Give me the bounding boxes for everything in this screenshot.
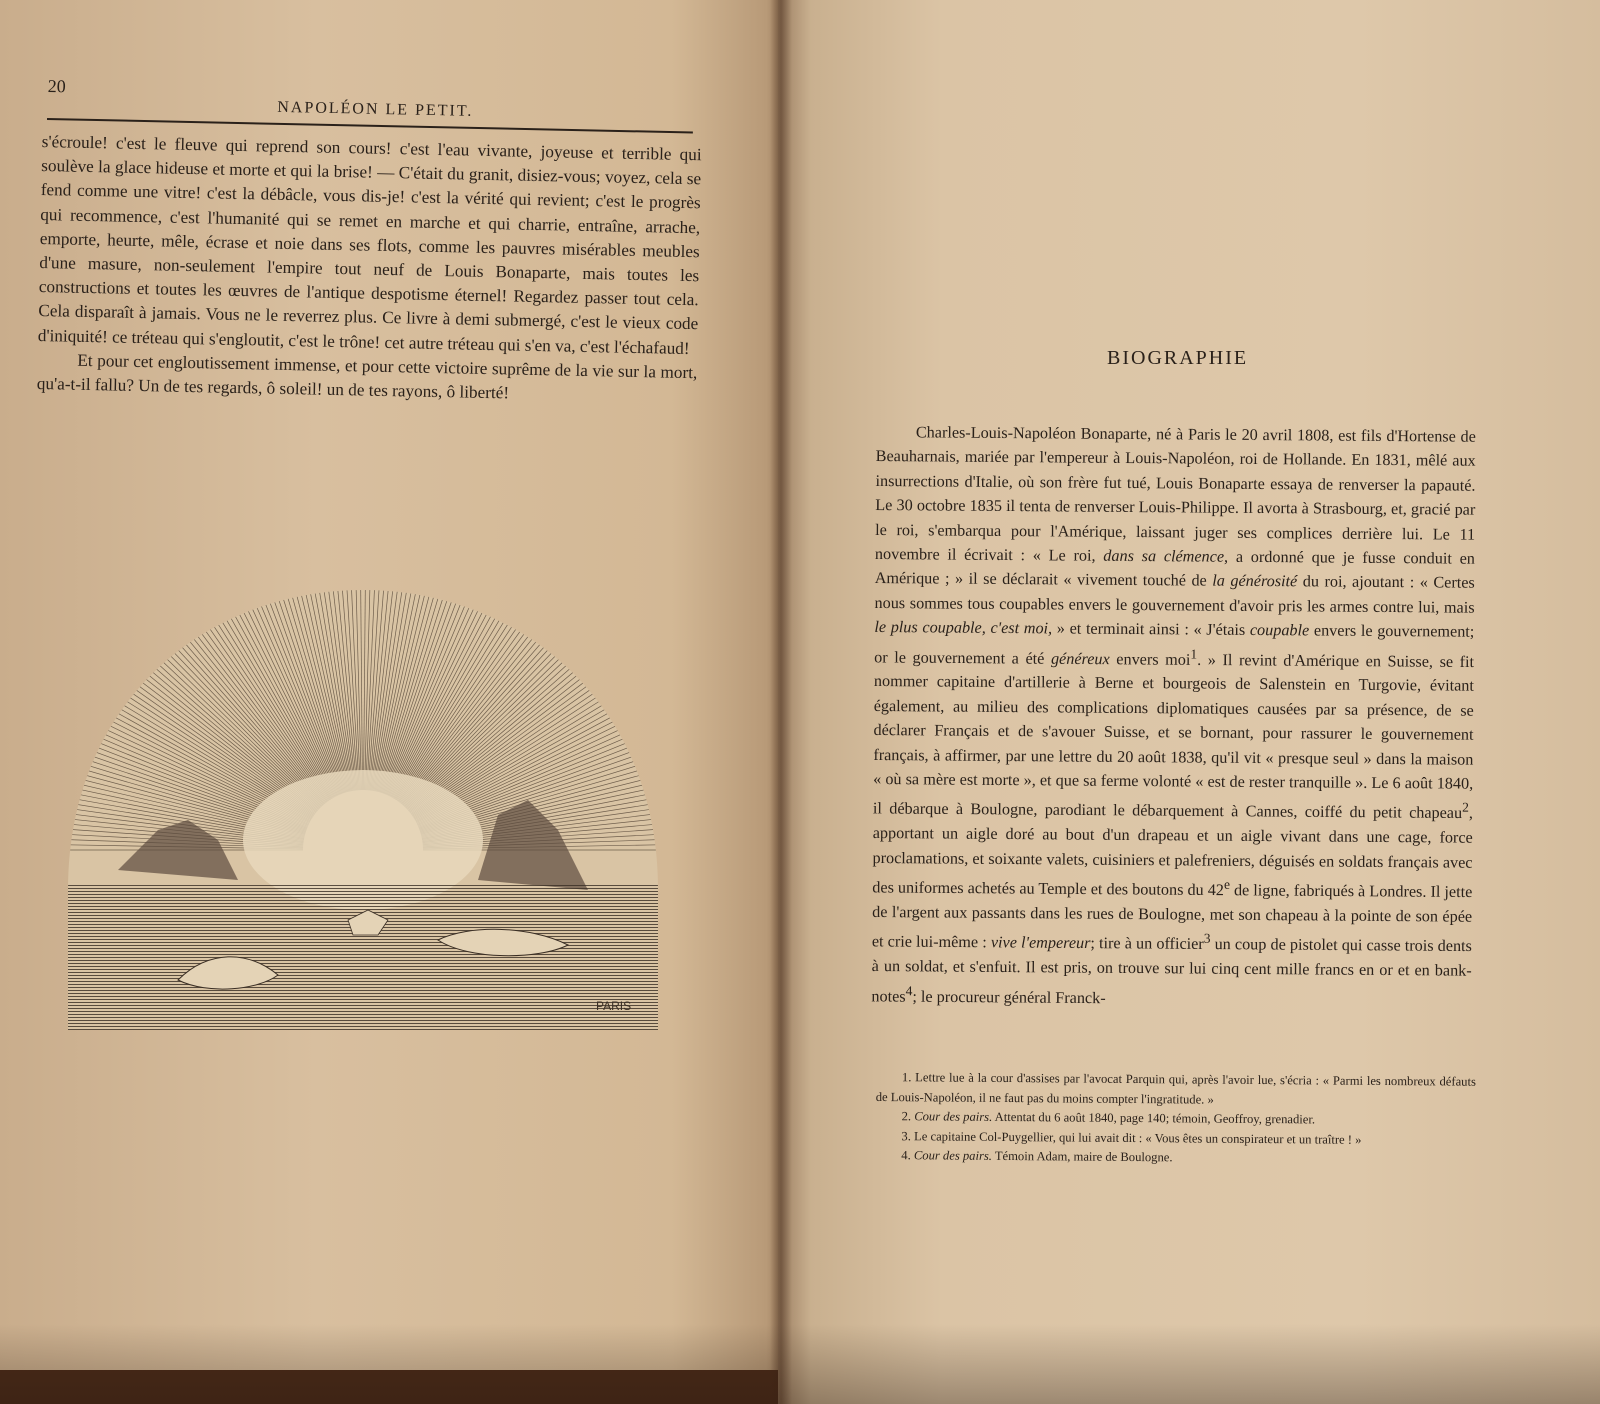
text-run: ; tire à un officier: [1090, 934, 1204, 954]
footnote-number: 1.: [901, 1070, 912, 1085]
right-page-text: [871, 420, 1476, 1013]
footnotes: [875, 1068, 1476, 1170]
text-run: envers le gouvernement; or le gouvernement a été: [874, 621, 1475, 668]
footnote-text: Le capitaine Col-Puygellier, qui lui avait dit : « Vous êtes un conspirateur et un traître ! »: [914, 1128, 1362, 1147]
footnote-text: Lettre lue à la cour d'assises par l'avocat Parquin qui, après l'avoir lue, s'écria : « Parmi les nombreux défauts de Louis-Napoléon, il ne faut pas du moins compter l'ingratitude. »: [875, 1070, 1476, 1107]
italic-run: la générosité: [1212, 572, 1298, 591]
left-page-header: [47, 72, 694, 132]
italic-run: le plus coupable, c'est moi,: [874, 618, 1053, 638]
superscript: e: [1223, 876, 1231, 892]
italic-run: dans sa clémence: [1103, 546, 1225, 566]
text-run: . » Il revint d'Amérique en Suisse, se fit nommer capitaine d'artillerie à Berne et bourgeois de Salenstein en Turgovie, évitant également, au milieu des complications diplomatiques causées par sa présence, de se déclarer Français et de s'avouer Suisse, et se bornant, pour rassurer le gouvernement français, à affirmer, par une lettre du 20 août 1838, qu'il vit « presque seul » dans la maison « où sa mère est morte », et que sa ferme volonté « est de rester tranquille ». Le 6 août 1840, il débarque à Boulogne, parodiant le débarquement à Cannes, coiffé du petit chapeau: [872, 650, 1475, 823]
page-number: 20: [47, 75, 66, 97]
left-page: [0, 0, 790, 1370]
left-page-text: [37, 130, 702, 409]
paragraph: Et pour cet engloutissement immense, et pour cette victoire suprême de la vie sur la mort, qu'a-t-il fallu? Un de tes regards, ô soleil! un de tes rayons, ô liberté!: [36, 350, 698, 403]
footnote-number: 4.: [901, 1148, 911, 1163]
italic-run: généreux: [1050, 649, 1110, 668]
footnote-ref[interactable]: 2: [1462, 800, 1469, 816]
sunrise-engraving: [48, 590, 678, 1060]
footnote-number: 3.: [901, 1128, 911, 1143]
text-run: , a ordonné que je fusse conduit en Amérique ; » il se déclarait « vivement touché de: [874, 547, 1475, 591]
footnote-ref[interactable]: 3: [1203, 930, 1211, 946]
footnote-text: Attentat du 6 août 1840, page 140; témoin, Geoffroy, grenadier.: [992, 1109, 1316, 1127]
footnote-text: Témoin Adam, maire de Boulogne.: [991, 1148, 1173, 1165]
footnote-1: [876, 1068, 1476, 1112]
engraving-signature: PARIS: [596, 999, 632, 1013]
footnote-number: 2.: [901, 1109, 912, 1124]
biography-paragraph: [871, 420, 1476, 1013]
paragraph: s'écroule! c'est le fleuve qui reprend son cours! c'est l'eau vivante, joyeuse et terrible qui soulève la glace hideuse et morte et qui la brise! — C'était du granit, disiez-vous; voyez, cela se fend comme une vitre! c'est la débâcle, vous dis-je! c'est la vérité qui revient; c'est le progrès qui recommence, c'est l'humanité qui se remet en marche et qui charrie, entraîne, arrache, emporte, heurte, mêle, écrase et noie dans ses flots, comme les pauvres misérables meubles d'une masure, non-seulement l'empire tout neuf de Louis Bonaparte, mais toutes les constructions et toutes les œuvres de l'antique despotisme éternel! Regardez passer tout cela. Cela disparaît à jamais. Vous ne le reverrez plus. Ce livre à demi submergé, c'est le vieux code d'iniquité! ce tréteau qui s'engloutit, c'est le trône! cet autre tréteau qui s'en va, c'est l'échafaud!: [37, 131, 702, 358]
italic-run: vive l'empereur: [990, 933, 1091, 953]
text-run: Charles-Louis-Napoléon Bonaparte, né à Paris le 20 avril 1808, est fils d'Hortense de Beauharnais, mariée par l'empereur à Louis-Napoléon, roi de Hollande. En 1831, mêlé aux insurrections d'Italie, où son frère fut tué, Louis Bonaparte essaya de renverser la papauté. Le 30 octobre 1835 il tenta de renverser Louis-Philippe. Il avorta à Strasbourg, et, gracié par le roi, s'embarqua pour l'Amérique, laissant juger ses complices derrière lui. Le 11 novembre il écrivait : « Le roi,: [874, 423, 1476, 565]
text-run: du roi, ajoutant : « Certes nous sommes tous coupables envers le gouvernement d'avoir pris les armes contre lui, mais: [874, 572, 1475, 617]
text-run: un coup de pistolet qui casse trois dents à un soldat, et s'enfuit. Il est pris, on trouve sur lui cinq cent mille francs en or et en bank-notes: [871, 935, 1472, 1006]
footnote-ref[interactable]: 4: [905, 982, 913, 998]
running-title: NAPOLÉON LE PETIT.: [277, 98, 474, 120]
book-gutter: [770, 0, 792, 1404]
chapter-title: BIOGRAPHIE: [1107, 347, 1249, 369]
text-run: envers moi: [1109, 649, 1191, 669]
text-run: de ligne, fabriqués à Londres. Il jette de l'argent aux passants dans les rues de Boulogne, met son chapeau à la pointe de son épée et crie lui-même :: [871, 881, 1473, 952]
italic-run: coupable: [1249, 621, 1310, 640]
text-run: » et terminait ainsi : « J'étais: [1052, 619, 1250, 640]
footnote-italic: Cour des pairs.: [913, 1148, 993, 1163]
text-run: ; le procureur général Franck-: [912, 987, 1106, 1007]
footnote-ref[interactable]: 1: [1190, 646, 1198, 662]
bottom-shadow: [0, 1324, 1600, 1404]
footnote-italic: Cour des pairs.: [914, 1109, 993, 1124]
text-run: , apportant un aigle doré au bout d'un drapeau et un aigle vivant dans une cage, force proclamations, et soixante valets, cuisiniers et palefreniers, déguisés en soldats français avec des uniformes achetés au Temple et des boutons du 42: [872, 804, 1473, 900]
